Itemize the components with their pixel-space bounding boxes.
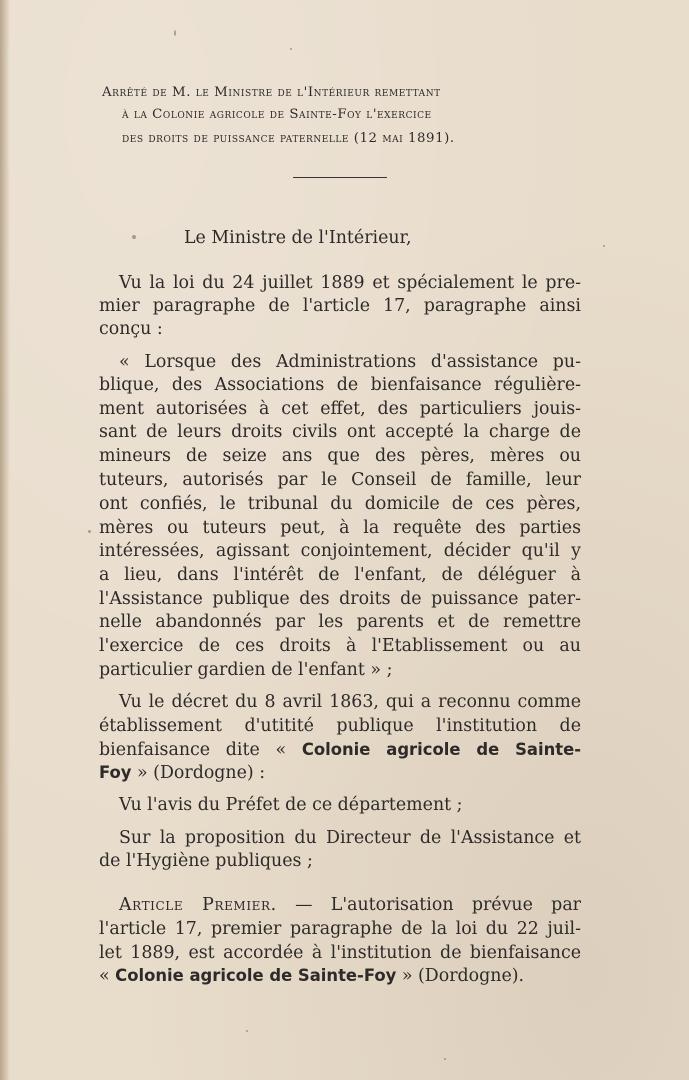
article-text: — L'autorisation prévue par (276, 895, 581, 915)
para-decret-line: établissement d'utitité publique l'institution de (99, 716, 581, 736)
article-line: l'article 17, premier paragraphe de la loi du 22 juil- (99, 919, 581, 939)
heading-line-3 (122, 128, 612, 149)
institution-name-bold: Colonie agricole de Sainte-Foy (115, 966, 397, 985)
article-line-1 (119, 893, 581, 917)
paper-speck (290, 48, 292, 50)
heading-text-2: à la Colonie agricole de Sainte-Foy l'exercice (122, 107, 432, 122)
para-decret-line-3 (99, 738, 581, 762)
quote-line: blique, des Associations de bienfaisance régulière- (99, 375, 581, 395)
para-proposition-line: de l'Hygiène publiques ; (99, 851, 313, 871)
para-decret-line-4 (99, 761, 581, 785)
quote-line: l'exercice de ces droits à l'Etablissement ou au (99, 636, 581, 656)
article-line: let 1889, est accordée à l'institution de bienfaisance (99, 943, 581, 963)
para-loi-line: conçu : (99, 319, 163, 339)
para-decret-text: bienfaisance dite « (99, 740, 302, 760)
para-loi-line: Vu la loi du 24 juillet 1889 et spécialement le pre- (119, 273, 581, 293)
article-line-4 (99, 964, 581, 988)
paper-speck (132, 235, 136, 239)
para-prefet: Vu l'avis du Préfet de ce département ; (119, 795, 463, 815)
quote-line: ment autorisées à cet effet, des particuliers jouis- (99, 399, 581, 419)
salutation: Le Ministre de l'Intérieur, (184, 228, 412, 248)
paper-speck (88, 530, 91, 533)
quote-line: mineurs de seize ans que des pères, mères ou (99, 446, 581, 466)
paper-speck (444, 1058, 446, 1060)
heading-line-1 (102, 82, 592, 103)
para-decret-line: Vu le décret du 8 avril 1863, qui a reconnu comme (119, 692, 581, 712)
quote-line: intéressées, agissant conjointement, décider qu'il y (99, 541, 581, 561)
quote-line: ont confiés, le tribunal du domicile de ces pères, (99, 494, 581, 514)
quote-line: mères ou tuteurs peut, à la requête des parties (99, 518, 581, 538)
quote-line: sant de leurs droits civils ont accepté la charge de (99, 422, 581, 442)
section-divider (293, 177, 387, 178)
article-label: Article Premier. (119, 895, 277, 915)
quote-line: « Lorsque des Administrations d'assistance pu- (119, 352, 581, 372)
article-text: « (99, 966, 116, 986)
paper-speck (603, 245, 605, 247)
heading-text-3: des droits de puissance paternelle (12 mai 1891). (122, 131, 455, 146)
article-text: » (Dordogne). (396, 966, 525, 986)
institution-name-bold: Colonie agricole de Sainte- (301, 740, 581, 759)
institution-name-bold: Foy (99, 763, 132, 782)
heading-text-1: Arrêté de M. le Ministre de l'Intérieur remettant (102, 85, 441, 100)
para-loi-line: mier paragraphe de l'article 17, paragraphe ainsi (99, 296, 581, 316)
quote-line: tuteurs, autorisés par le Conseil de famille, leur (99, 470, 581, 490)
paper-speck (174, 30, 176, 36)
quote-line: a lieu, dans l'intérêt de l'enfant, de déléguer à (99, 565, 581, 585)
para-proposition-line: Sur la proposition du Directeur de l'Assistance et (119, 828, 581, 848)
quote-line: nelle abandonnés par les parents et de remettre (99, 612, 581, 632)
para-decret-text: » (Dordogne) : (131, 763, 266, 783)
quote-line: l'Assistance publique des droits de puissance pater- (99, 589, 581, 609)
heading-line-2 (122, 104, 612, 125)
quote-line: particulier gardien de l'enfant » ; (99, 660, 393, 680)
paper-speck (246, 1030, 248, 1032)
